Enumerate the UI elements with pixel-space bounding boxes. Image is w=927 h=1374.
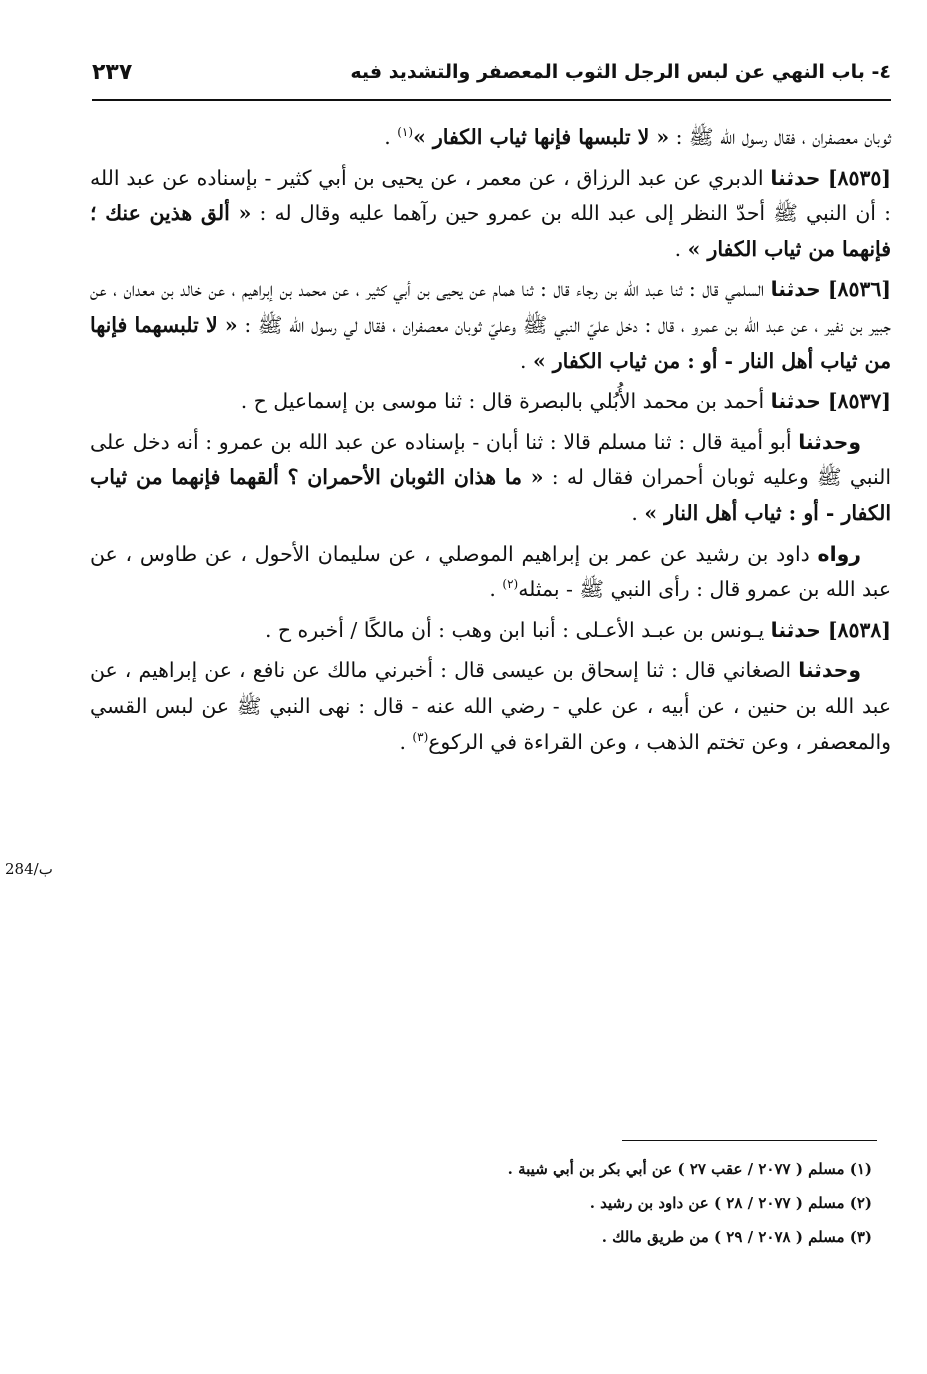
narration-keyword: حدثنا (770, 277, 821, 302)
page-header (92, 52, 891, 92)
footnote-divider (622, 1140, 877, 1141)
footnotes (300, 1152, 872, 1254)
paragraph (90, 425, 891, 532)
narration-keyword: حدثنا (770, 617, 821, 642)
paragraph (90, 384, 891, 420)
hadith-number: [٨٥٣٦] (820, 277, 891, 302)
manuscript-folio-ref: 284/ب (5, 860, 53, 878)
text-segment: أحمد بن محمد الأُبُلي بالبصرة قال : ثنا موسى بن إسماعيل ح . (240, 389, 771, 414)
text-segment: يـونس بن عبـد الأعـلى : أنبا ابن وهب : أن مالكًا / أخبره ح . (264, 617, 771, 642)
text-segment: . (384, 125, 398, 149)
hadith-quote: « ألق هذين عنك ؛ فإنهما من ثياب الكفار » (90, 201, 891, 261)
chapter-title: ٤- باب النهي عن لبس الرجل الثوب المعصفر والتشديد فيه (350, 61, 891, 83)
hadith-number: [٨٥٣٨] (820, 617, 891, 642)
text-segment: السلمي قال : ثنا عبد الله بن رجاء قال : ثنا همام عن يحيى بن أبي كثير ، عن محمد بن إبراهيم ، عن خالد بن معدان ، عن جبير بن نفير ، عن عبد الله بن عمرو ، قال : دخل عليّ النبي ﷺ وعليّ ثوبان معصفران ، فقال لي رسول الله ﷺ : (90, 277, 891, 337)
text-segment: . (674, 236, 688, 261)
text-segment: . (399, 729, 413, 754)
text-segment: ثوبان معصفران ، فقال رسول الله ﷺ : (669, 125, 891, 149)
footnote: (٢) مسلم ( ٢٠٧٧ / ٢٨ ) عن داود بن رشيد . (589, 1194, 872, 1212)
footnote-marker: (١) (397, 125, 414, 140)
main-text (90, 120, 891, 760)
text-segment: أبو أمية قال : ثنا مسلم قالا : ثنا أبان - بإسناده عن عبد الله بن عمرو : أنه دخل على النبي ﷺ وعليه ثوبان أحمران فقال له : (90, 429, 891, 490)
paragraph (90, 120, 891, 156)
footnote-marker: (٢) (502, 577, 519, 592)
text-segment: . (631, 500, 645, 525)
hadith-quote: « لا تلبسهما فإنها من ثياب أهل النار - أو : من ثياب الكفار » (90, 312, 891, 373)
hadith-number: [٨٥٣٥] (820, 165, 891, 190)
text-segment: الصغاني قال : ثنا إسحاق بن عيسى قال : أخبرني مالك عن نافع ، عن إبراهيم ، عن عبد الله بن حنين ، عن أبيه ، عن علي - رضي الله عنه - قال : نهى النبي ﷺ عن لبس القسي والمعصفر ، وعن تختم الذهب ، وعن القراءة في الركوع (90, 658, 891, 754)
footnote: (١) مسلم ( ٢٠٧٧ / عقب ٢٧ ) عن أبي بكر بن أبي شيبة . (507, 1160, 872, 1178)
hadith-quote: « ما هذان الثوبان الأحمران ؟ ألقهما فإنهما من ثياب الكفار - أو : ثياب أهل النار » (90, 465, 891, 525)
text-segment: داود بن رشيد عن عمر بن إبراهيم الموصلي ، عن سليمان الأحول ، عن طاوس ، عن عبد الله بن عمرو قال : رأى النبي ﷺ - بمثله (90, 541, 891, 602)
paragraph (90, 272, 891, 379)
paragraph (90, 653, 891, 760)
footnote: (٣) مسلم ( ٢٠٧٨ / ٢٩ ) من طريق مالك . (601, 1228, 872, 1246)
text-segment: الدبري عن عبد الرزاق ، عن معمر ، عن يحيى بن أبي كثير - بإسناده عن عبد الله : أن النبي ﷺ أحدّ النظر إلى عبد الله بن عمرو حين رآهما عليه وقال له : (90, 165, 891, 226)
footnote-marker: (٣) (412, 729, 429, 744)
narration-keyword: رواه (817, 541, 861, 566)
narration-keyword: وحدثنا (798, 658, 861, 683)
hadith-number: [٨٥٣٧] (820, 389, 891, 414)
paragraph (90, 161, 891, 268)
header-divider (92, 99, 891, 101)
paragraph (90, 537, 891, 608)
text-segment: . (519, 348, 533, 373)
narration-keyword: وحدثنا (798, 429, 861, 454)
narration-keyword: حدثنا (770, 389, 821, 414)
page-number: ٢٣٧ (92, 59, 133, 85)
hadith-quote: « لا تلبسها فإنها ثياب الكفار » (413, 125, 670, 149)
narration-keyword: حدثنا (770, 165, 821, 190)
text-segment: . (489, 577, 503, 602)
paragraph (90, 613, 891, 649)
